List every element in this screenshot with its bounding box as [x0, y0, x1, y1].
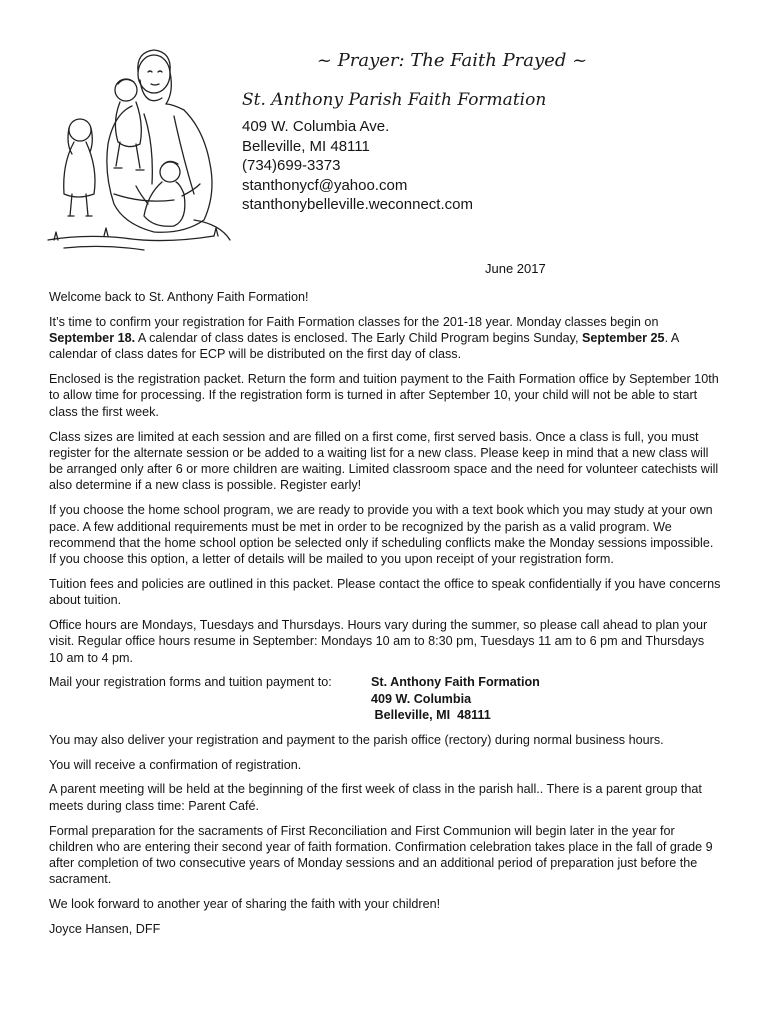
mail-address-line: Belleville, MI 48111 [371, 708, 491, 723]
paragraph-class-sizes: Class sizes are limited at each session and are filled on a first come, first served basis. Once a class is full, you must register for the alternate session or be added to a waiting list for a new class. Please keep in mind that a new class will be arranged only after 6 or more children are waiting. Limited classroom space and the need for volunteer catechists will also determine if a new class is possible. Register early! [49, 429, 719, 493]
paragraph-office-hours: Office hours are Mondays, Tuesdays and Thursdays. Hours vary during the summer, so please call ahead to plan your visit. Regular office hours resume in September: Mondays 10 am to 8:30 pm, Tuesdays 11 am to 6 pm and Thursdays 10 am to 4 pm. [49, 618, 708, 665]
mail-label: Mail your registration forms and tuition payment to: [49, 675, 332, 690]
street-address: 409 W. Columbia Ave. [242, 118, 390, 135]
text-span: It’s time to confirm your registration for Faith Formation classes for the 201-18 year. Monday classes begin on [49, 314, 659, 329]
paragraph-home-school: If you choose the home school program, we are ready to provide you with a text book which you may study at your own pace. A few additional requirements must be met in order to be recognized by the parish as a valid program. We recommend that the home school option be selected only if scheduling conflicts make the Monday sessions impossible. If you choose this option, a letter of details will be mailed to you upon receipt of your registration form. [49, 503, 714, 567]
signature: Joyce Hansen, DFF [49, 922, 161, 936]
paragraph-registration [49, 314, 721, 363]
paragraph-confirmation: You will receive a confirmation of registration. [49, 757, 302, 772]
text-span: A calendar of class dates is enclosed. The Early Child Program begins Sunday, [135, 331, 582, 346]
paragraph-closing: We look forward to another year of sharing the faith with your children! [49, 897, 441, 912]
jesus-with-children-icon [44, 44, 234, 258]
letter-date: June 2017 [485, 261, 546, 276]
paragraph-deliver: You may also deliver your registration and payment to the parish office (rectory) during normal business hours. [49, 732, 664, 747]
contact-block [242, 117, 473, 215]
website-url: stanthonybelleville.weconnect.com [242, 196, 473, 213]
date-highlight: September 18. [49, 331, 136, 346]
date-highlight: September 25 [581, 331, 665, 346]
paragraph-parent-meeting: A parent meeting will be held at the beginning of the first week of class in the parish hall.. There is a parent group that meets during class time: Parent Café. [49, 782, 702, 813]
greeting: Welcome back to St. Anthony Faith Formation! [49, 290, 309, 304]
org-name: St. Anthony Parish Faith Formation [242, 90, 547, 110]
mail-address [371, 674, 540, 723]
paragraph-sacraments: Formal preparation for the sacraments of First Reconciliation and First Communion will begin later in the year for children who are entering their second year of faith formation. Confirmation celebration takes place in the fall of grade 9 after completion of two consecutive years of Monday sessions and an additional period of preparation just before the sacrament. [49, 823, 713, 887]
mail-address-line: St. Anthony Faith Formation [371, 675, 540, 690]
mailing-instructions [49, 674, 721, 723]
text-span: . A calendar of class dates for ECP will be distributed on the first day of class. [49, 331, 679, 362]
mail-address-line: 409 W. Columbia [371, 691, 472, 706]
letter-body [49, 289, 721, 946]
paragraph-tuition: Tuition fees and policies are outlined in this packet. Please contact the office to speak confidentially if you have concerns about tuition. [49, 576, 721, 608]
paragraph-packet: Enclosed is the registration packet. Return the form and tuition payment to the Faith Formation office by September 10th to allow time for processing. If the registration form is turned in after September 10, your child will not be able to start class the first week. [49, 372, 719, 419]
prayer-title: ~ Prayer: The Faith Prayed ~ [316, 50, 588, 71]
phone-number: (734)699-3373 [242, 157, 341, 174]
city-state-zip: Belleville, MI 48111 [242, 137, 370, 155]
email-address: stanthonycf@yahoo.com [242, 176, 408, 194]
